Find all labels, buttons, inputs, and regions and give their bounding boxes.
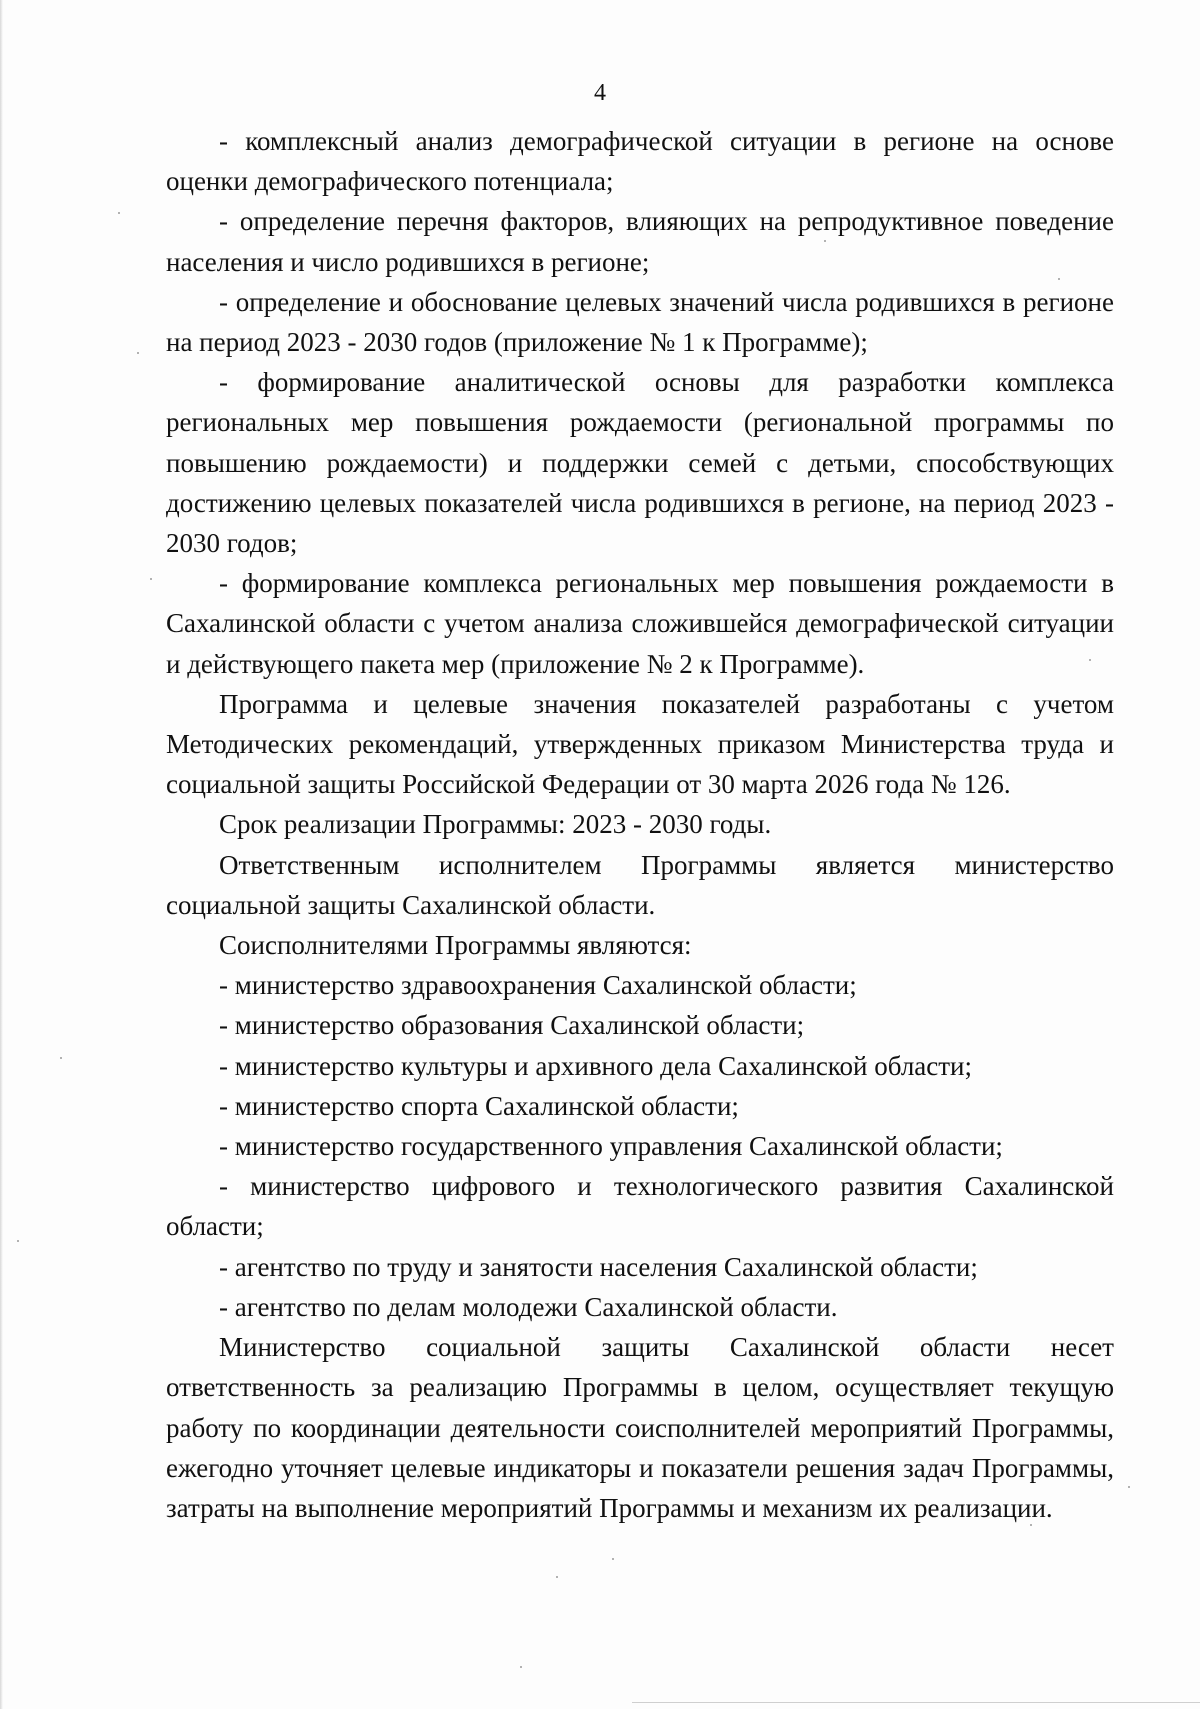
scan-speck [60, 1057, 62, 1059]
scan-speck [1030, 1524, 1032, 1526]
paragraph-ministry-responsibility: Министерство социальной защиты Сахалинской области несет ответственность за реализацию Программы в целом, осуществляет текущую работу по координации деятельности соисполнителей мероприятий Программы, ежегодно уточняет целевые индикаторы и показатели решения задач Программы, затраты на выполнение мероприятий Программы и механизм их реализации. [166, 1332, 1114, 1523]
scan-speck [1128, 1486, 1130, 1488]
paragraph-analytical-basis: - формирование аналитической основы для разработки комплекса региональных мер повышения рождаемости (региональной программы по повышению рождаемости) и поддержки семей с детьми, способствующих достижению целевых показателей числа родившихся в регионе, на период 2023 - 2030 годов; [166, 367, 1114, 559]
paragraph-coexecutors-heading: Соисполнителями Программы являются: [219, 930, 692, 961]
scan-speck [137, 352, 139, 354]
paragraph-measures: - формирование комплекса региональных мер повышения рождаемости в Сахалинской области с учетом анализа сложившейся демографической ситуации и действующего пакета мер (приложение № 2 к Программе). [166, 568, 1114, 679]
paragraph-methodology: Программа и целевые значения показателей разработаны с учетом Методических рекомендаций, утвержденных приказом Министерства труда и социальной защиты Российской Федерации от 30 марта 2026 года № 126. [166, 688, 1114, 800]
document-body [166, 121, 1114, 1528]
list-item-labor-agency: - агентство по труду и занятости населения Сахалинской области; [219, 1251, 978, 1282]
paragraph-factors: - определение перечня факторов, влияющих на репродуктивное поведение населения и число родившихся в регионе; [166, 206, 1114, 277]
paragraph-target-values: - определение и обоснование целевых значений числа родившихся в регионе на период 2023 - 2030 годов (приложение № 1 к Программе); [166, 286, 1114, 358]
scan-speck [1089, 659, 1091, 661]
list-item-culture-ministry: - министерство культуры и архивного дела Сахалинской области; [219, 1050, 973, 1081]
scan-speck [150, 578, 152, 580]
list-item-governance-ministry: - министерство государственного управления Сахалинской области; [219, 1131, 1003, 1162]
scan-speck [1058, 278, 1060, 280]
paragraph-responsible: Ответственным исполнителем Программы является министерство социальной защиты Сахалинской области. [166, 849, 1114, 920]
paragraph-term: Срок реализации Программы: 2023 - 2030 годы. [219, 809, 772, 840]
scan-edge [0, 0, 3, 1709]
list-item-youth-agency: - агентство по делам молодежи Сахалинской области. [219, 1291, 838, 1322]
list-item-sport-ministry: - министерство спорта Сахалинской области; [219, 1090, 739, 1121]
list-item-digital-ministry: - министерство цифрового и технологического развития Сахалинской области; [166, 1171, 1114, 1242]
page-number: 4 [594, 80, 606, 106]
scan-speck [612, 1558, 614, 1560]
list-item-education-ministry: - министерство образования Сахалинской области; [219, 1010, 805, 1041]
paragraph-analysis: - комплексный анализ демографической ситуации в регионе на основе оценки демографического потенциала; [166, 126, 1114, 197]
scan-speck [17, 1240, 19, 1242]
scan-bottom-edge [632, 1702, 1200, 1703]
scan-speck [556, 1576, 558, 1578]
scan-speck [520, 1666, 522, 1668]
scan-speck [118, 212, 120, 214]
list-item-health-ministry: - министерство здравоохранения Сахалинской области; [219, 970, 857, 1001]
scan-speck [824, 240, 826, 242]
